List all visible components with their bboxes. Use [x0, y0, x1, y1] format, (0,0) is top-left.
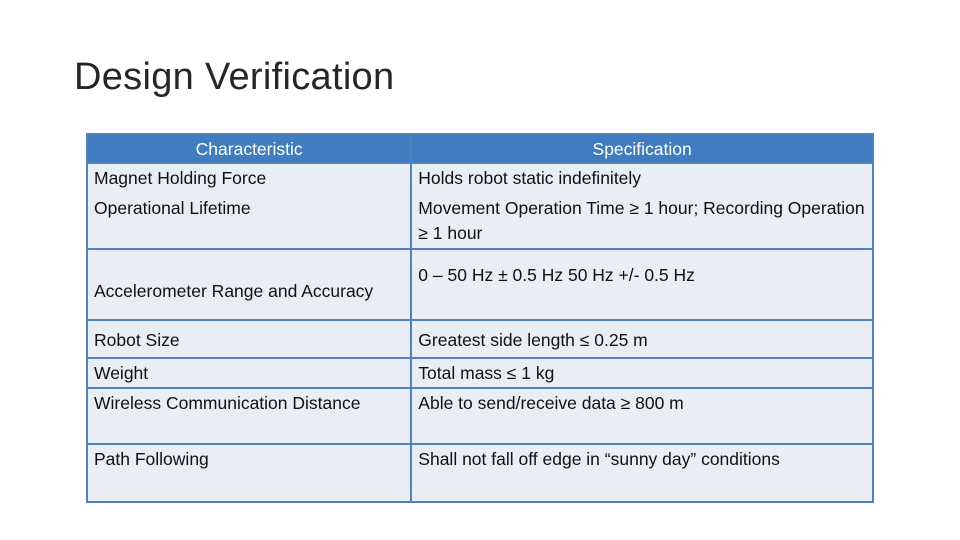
specification-cell: Movement Operation Time ≥ 1 hour; Recording Operation ≥ 1 hour: [411, 194, 873, 249]
table-row: [87, 249, 873, 320]
table-row: [87, 444, 873, 502]
characteristic-cell: Accelerometer Range and Accuracy: [87, 249, 411, 320]
table-header-row: [87, 134, 873, 163]
table-row: [87, 388, 873, 444]
specification-cell: Greatest side length ≤ 0.25 m: [411, 320, 873, 358]
characteristic-cell: Wireless Communication Distance: [87, 388, 411, 444]
specification-cell: Shall not fall off edge in “sunny day” conditions: [411, 444, 873, 502]
characteristic-cell: Operational Lifetime: [87, 194, 411, 249]
table-row: [87, 194, 873, 249]
table-row: [87, 320, 873, 358]
characteristic-cell: Weight: [87, 358, 411, 388]
specification-cell: 0 – 50 Hz ± 0.5 Hz 50 Hz +/- 0.5 Hz: [411, 249, 873, 320]
characteristic-cell: Robot Size: [87, 320, 411, 358]
specification-cell: Able to send/receive data ≥ 800 m: [411, 388, 873, 444]
characteristic-cell: Path Following: [87, 444, 411, 502]
header-specification: Specification: [411, 134, 873, 163]
header-characteristic: Characteristic: [87, 134, 411, 163]
specification-cell: Holds robot static indefinitely: [411, 163, 873, 194]
table-row: [87, 358, 873, 388]
specification-cell: Total mass ≤ 1 kg: [411, 358, 873, 388]
table-row: [87, 163, 873, 194]
verification-table: [86, 133, 874, 503]
characteristic-cell: Magnet Holding Force: [87, 163, 411, 194]
slide-title: Design Verification: [74, 56, 395, 98]
